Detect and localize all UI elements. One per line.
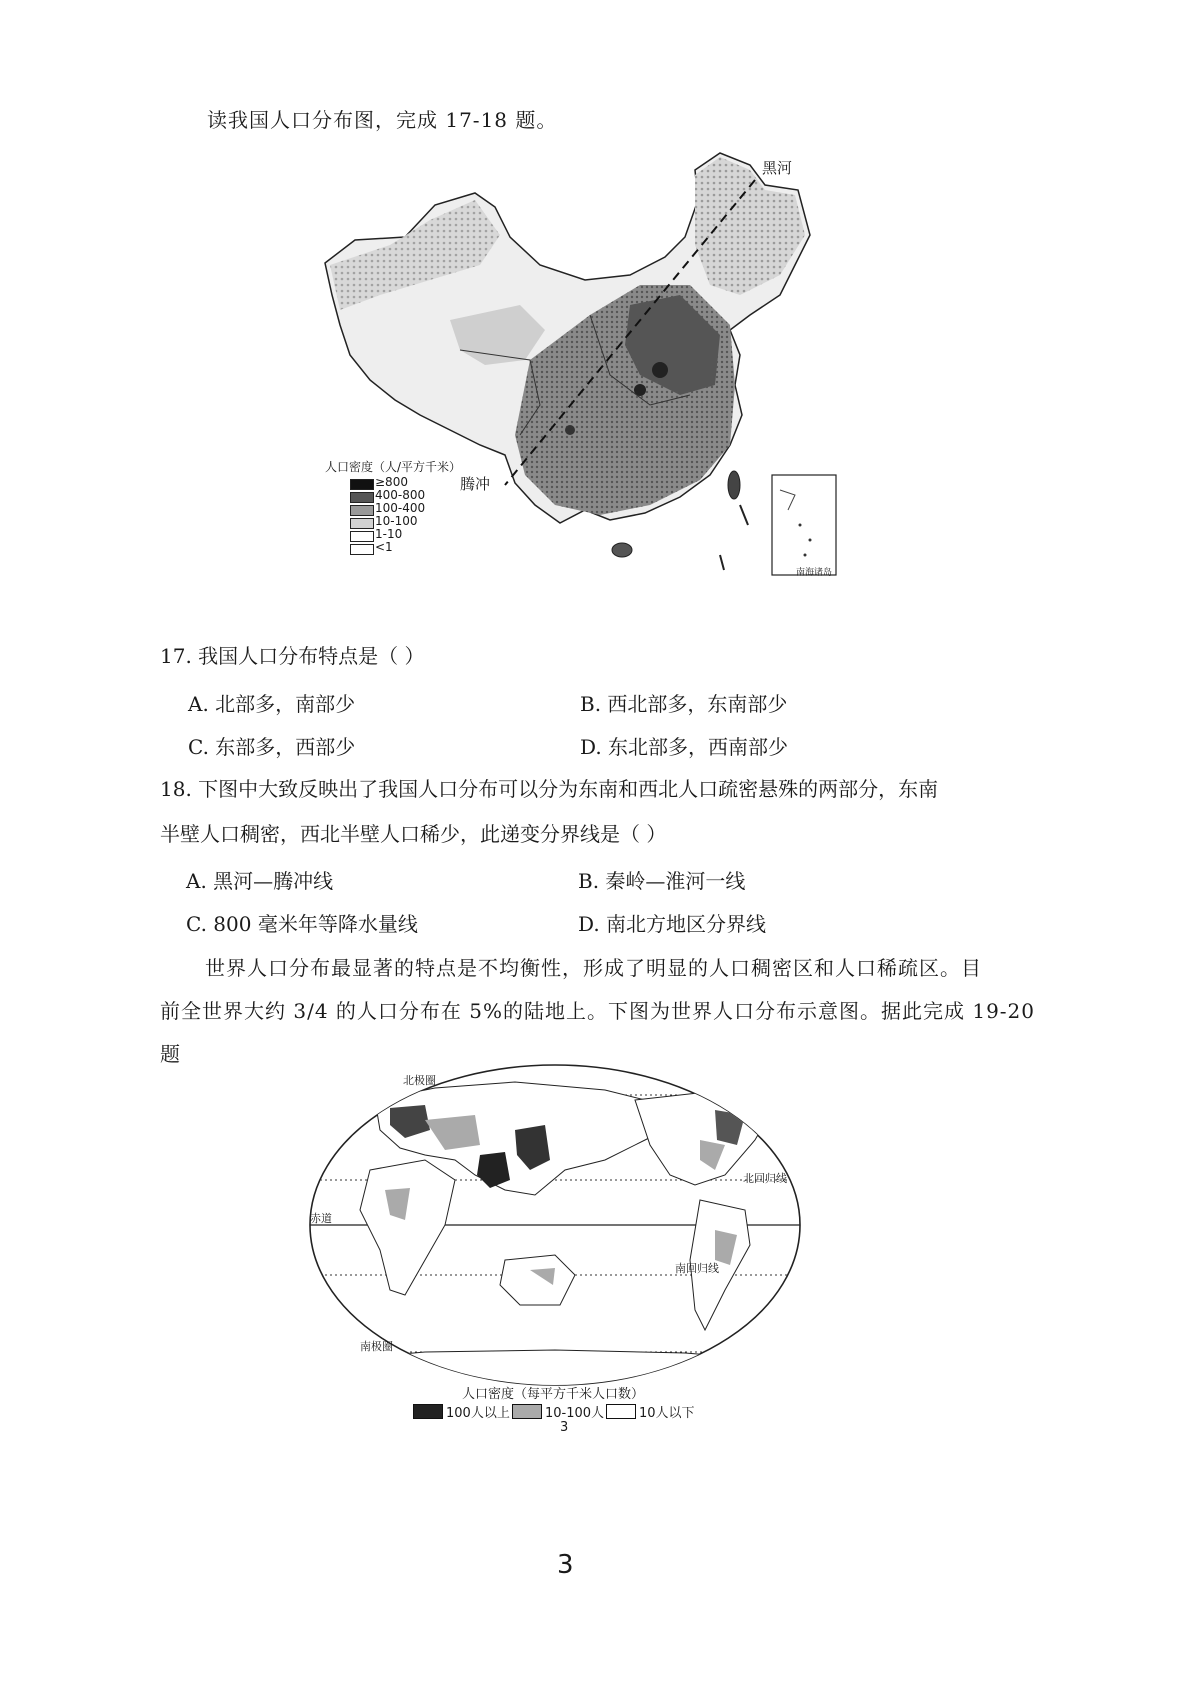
label-arctic-circle: 北极圈: [403, 1074, 436, 1087]
legend-label-800: ≥800: [375, 475, 408, 489]
world-legend-label-high: 100人以上: [446, 1406, 510, 1421]
legend-label-100-400: 100-400: [375, 501, 426, 515]
intro-19-20-line1: 世界人口分布最显著的特点是不均衡性，形成了明显的人口稠密区和人口稀疏区。目: [205, 956, 982, 980]
label-tropic-cancer: 北回归线: [743, 1172, 787, 1185]
legend-label-400-800: 400-800: [375, 488, 426, 502]
q18-stem-line2: 半壁人口稠密，西北半壁人口稀少，此递变分界线是（ ）: [160, 822, 667, 846]
world-legend-title: 人口密度（每平方千米人口数）: [462, 1387, 645, 1402]
legend-swatch-10-100: [350, 518, 374, 529]
label-tropic-capricorn: 南回归线: [675, 1262, 719, 1275]
world-legend-label-mid: 10-100人: [545, 1406, 605, 1421]
q17-option-c[interactable]: C. 东部多，西部少: [188, 735, 356, 759]
q18-option-d[interactable]: D. 南北方地区分界线: [578, 912, 767, 936]
legend-swatch-400-800: [350, 492, 374, 503]
legend-label-10-100: 10-100: [375, 514, 418, 528]
q17-option-a[interactable]: A. 北部多，南部少: [188, 692, 356, 716]
legend-swatch-100-400: [350, 505, 374, 516]
q17-stem: 17. 我国人口分布特点是（ ）: [160, 644, 425, 668]
q18-option-a[interactable]: A. 黑河—腾冲线: [186, 869, 334, 893]
q17-option-d[interactable]: D. 东北部多，西南部少: [580, 735, 789, 759]
legend-label-lt1: <1: [375, 540, 393, 554]
label-antarctic-circle: 南极圈: [360, 1340, 393, 1353]
world-population-map: [305, 1060, 805, 1390]
china-legend-title: 人口密度（人/平方千米）: [325, 460, 462, 474]
world-legend-swatch-low: [606, 1404, 636, 1419]
world-legend-swatch-mid: [512, 1404, 542, 1419]
intro-19-20-line2: 前全世界大约 3/4 的人口分布在 5%的陆地上。下图为世界人口分布示意图。据此完成 19-20: [160, 999, 1036, 1023]
legend-label-1-10: 1-10: [375, 527, 403, 541]
legend-swatch-800: [350, 479, 374, 490]
intro-19-20-line3: 题: [160, 1042, 181, 1066]
label-equator: 赤道: [310, 1212, 332, 1225]
world-legend-label-low: 10人以下: [639, 1406, 695, 1421]
q17-option-b[interactable]: B. 西北部多，东南部少: [580, 692, 788, 716]
q18-option-c[interactable]: C. 800 毫米年等降水量线: [186, 912, 418, 936]
label-tengchong: 腾冲: [460, 475, 491, 493]
intro-17-18: 读我国人口分布图，完成 17-18 题。: [207, 108, 558, 132]
page-number: 3: [557, 1550, 574, 1580]
q18-option-b[interactable]: B. 秦岭—淮河一线: [578, 869, 746, 893]
inset-label: 南海诸岛: [796, 568, 833, 578]
q18-stem-line1: 18. 下图中大致反映出了我国人口分布可以分为东南和西北人口疏密悬殊的两部分，东南: [160, 777, 939, 801]
inner-page-number: 3: [560, 1420, 569, 1435]
world-legend-swatch-high: [413, 1404, 443, 1419]
legend-swatch-lt1: [350, 544, 374, 555]
legend-swatch-1-10: [350, 531, 374, 542]
label-heihe: 黑河: [762, 159, 793, 177]
